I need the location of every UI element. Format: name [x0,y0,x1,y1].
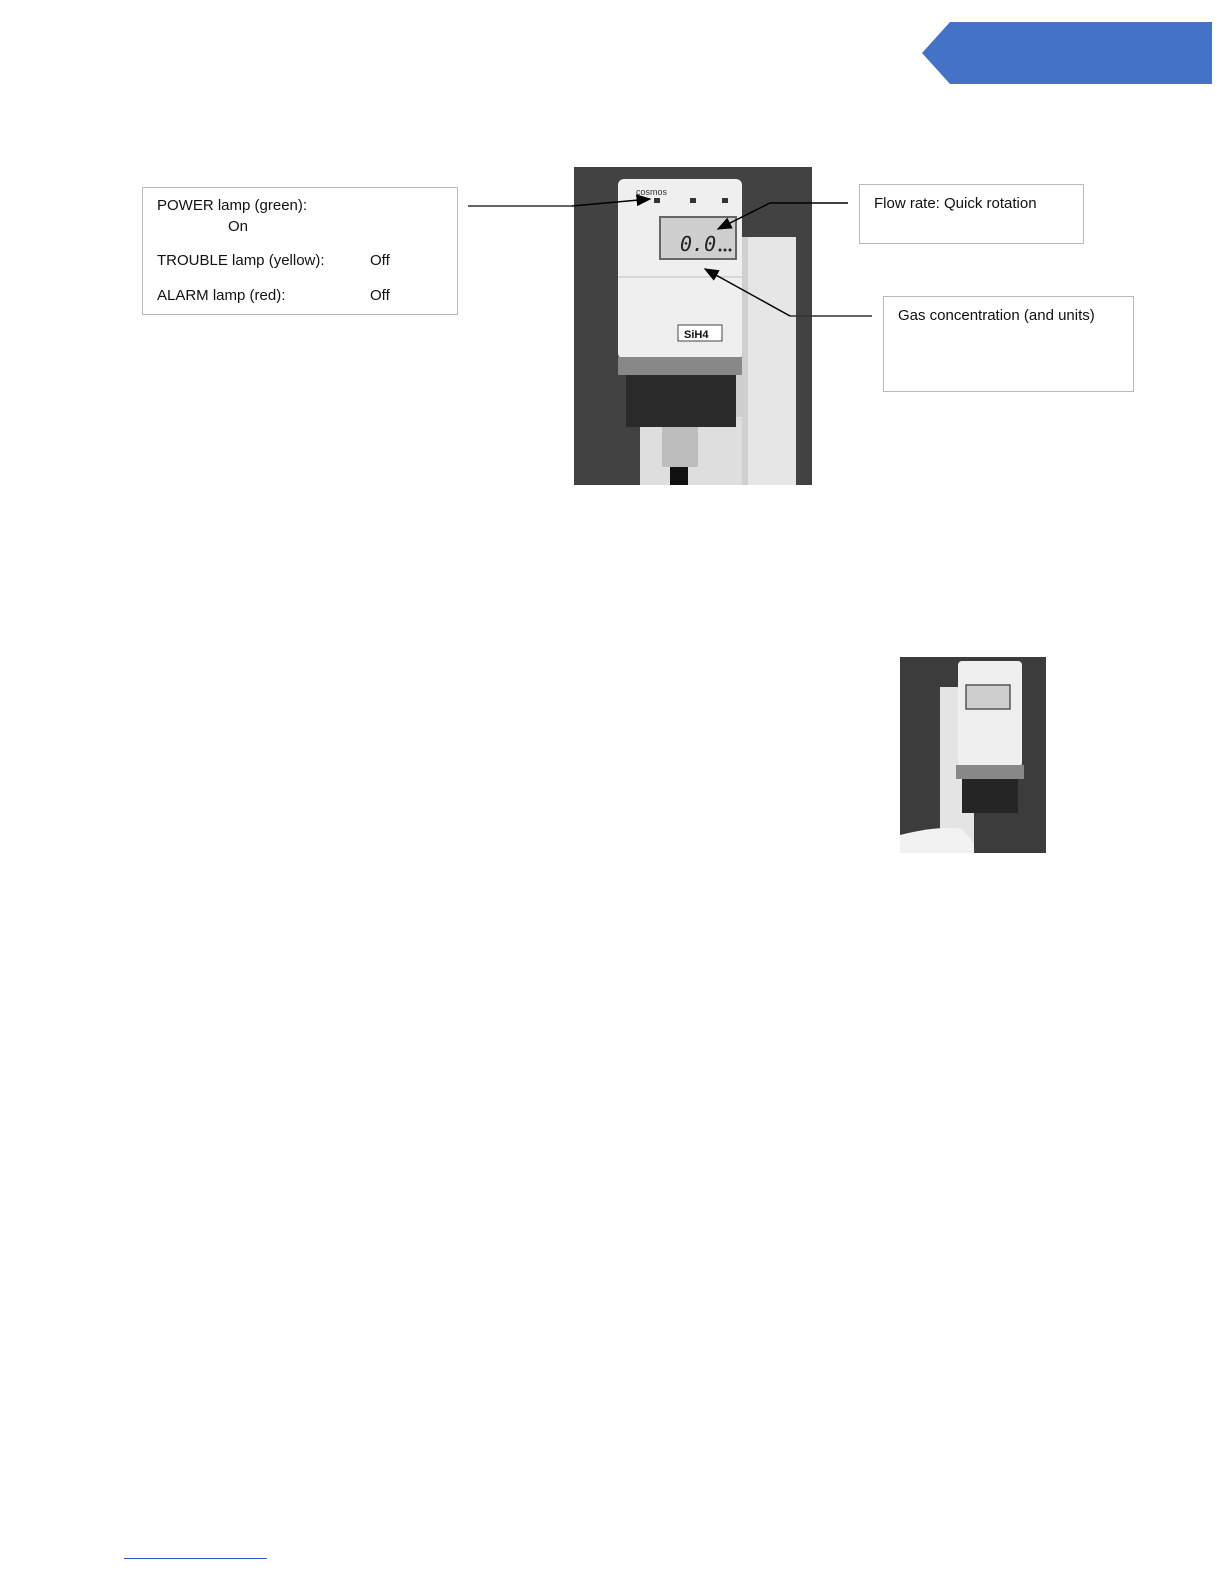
alarm-lamp-value: Off [370,287,390,304]
flow-rate-text: Flow rate: Quick rotation [874,195,1037,212]
trouble-lamp-value: Off [370,252,390,269]
trouble-lamp-label: TROUBLE lamp (yellow): [157,252,325,269]
flow-rate-callout [859,184,1084,244]
footnote-separator [124,1558,267,1559]
gas-detector-thumbnail [900,657,1046,853]
lamp-status-callout [142,187,458,315]
gas-label-text: SiH4 [684,329,709,341]
gas-concentration-callout [883,296,1134,392]
corner-tab [922,22,1212,84]
power-lamp-label: POWER lamp (green): [157,197,308,214]
device-brand-text: cosmos [636,187,668,197]
gas-concentration-text: Gas concentration (and units) [898,307,1095,324]
alarm-lamp-label: ALARM lamp (red): [157,287,286,304]
display-reading-text: 0.0 [680,232,717,256]
power-lamp-value: On [228,218,249,235]
gas-detector-photo [574,167,812,485]
